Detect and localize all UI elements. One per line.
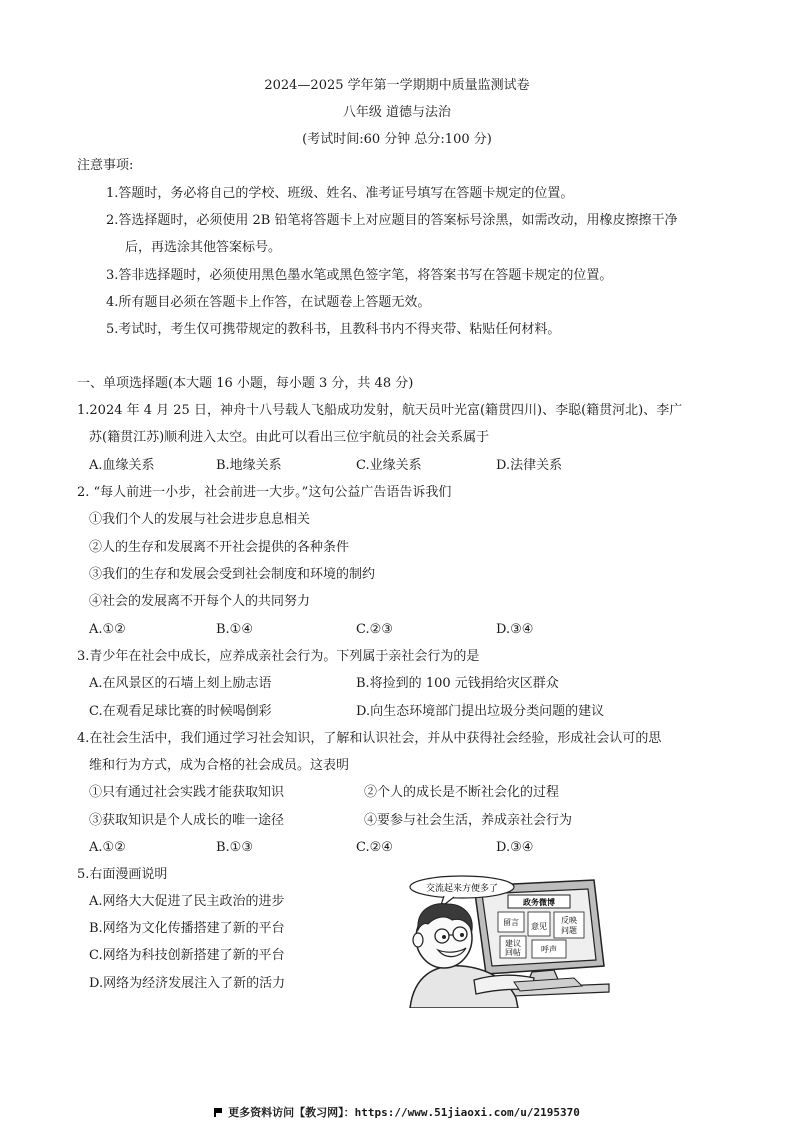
notice-item: 4.所有题目必须在答题卡上作答，在试题卷上答题无效。 [106, 295, 431, 310]
notice-item: 5.考试时，考生仅可携带规定的教科书，且教科书内不得夹带、粘贴任何材料。 [106, 322, 561, 337]
exam-subtitle: 八年级 道德与法治 [342, 105, 452, 120]
q2-option-c: C.②③ [356, 622, 393, 637]
q5-option-d: D.网络为经济发展注入了新的活力 [89, 976, 286, 991]
q2-option-d: D.③④ [496, 622, 534, 637]
q2-option-b: B.①④ [216, 622, 253, 637]
footer-text[interactable]: 更多资料访问【教习网】：https://www.51jiaoxi.com/u/2195370 [228, 1106, 580, 1119]
q4-stem-cont: 维和行为方式，成为合格的社会成员。这表明 [89, 758, 350, 773]
cartoon-tag: 留言 [503, 918, 519, 927]
cartoon-tag: 回帖 [505, 948, 521, 957]
q1-option-c: C.业缘关系 [356, 458, 422, 473]
q4-option-d: D.③④ [496, 840, 534, 855]
cartoon-speech-bubble: 交流起来方便多了 [425, 884, 499, 894]
q2-stem: 2. “每人前进一小步，社会前进一大步。”这句公益广告语告诉我们 [77, 485, 452, 500]
q3-option-a: A.在风景区的石墙上刻上励志语 [89, 676, 272, 691]
q5-option-c: C.网络为科技创新搭建了新的平台 [89, 948, 285, 963]
section-heading: 一、单项选择题(本大题 16 小题，每小题 3 分，共 48 分) [77, 376, 414, 391]
q4-option-a: A.①② [89, 840, 126, 855]
q5-option-b: B.网络为文化传播搭建了新的平台 [89, 921, 285, 936]
cartoon-illustration [404, 874, 616, 1008]
q2-statement: ③我们的生存和发展会受到社会制度和环境的制约 [89, 567, 376, 582]
q2-statement: ②人的生存和发展离不开社会提供的各种条件 [89, 540, 350, 555]
q4-statement: ④要参与社会生活，养成亲社会行为 [364, 813, 573, 828]
q4-statement: ②个人的成长是不断社会化的过程 [364, 785, 560, 800]
cartoon-tag: 反映 [561, 916, 577, 925]
q1-option-a: A.血缘关系 [89, 458, 155, 473]
exam-title: 2024—2025 学年第一学期期中质量监测试卷 [264, 78, 530, 93]
q5-option-a: A.网络大大促进了民主政治的进步 [89, 894, 285, 909]
q1-stem-cont: 苏(籍贯江苏)顺利进入太空。由此可以看出三位宇航员的社会关系属于 [89, 430, 490, 445]
q3-stem: 3.青少年在社会中成长，应养成亲社会行为。下列属于亲社会行为的是 [77, 649, 480, 664]
q4-statement: ①只有通过社会实践才能获取知识 [89, 785, 285, 800]
q3-option-c: C.在观看足球比赛的时候喝倒彩 [89, 704, 272, 719]
q2-option-a: A.①② [89, 622, 126, 637]
q5-stem: 5.右面漫画说明 [77, 867, 168, 882]
notice-heading: 注意事项: [77, 158, 134, 173]
cartoon-tag: 问题 [561, 926, 577, 935]
q3-option-d: D.向生态环境部门提出垃圾分类问题的建议 [356, 704, 605, 719]
q1-option-b: B.地缘关系 [216, 458, 282, 473]
cartoon-tag: 建议 [505, 939, 521, 948]
cartoon-tag: 意见 [531, 922, 547, 931]
q2-statement: ④社会的发展离不开每个人的共同努力 [89, 594, 311, 609]
q4-statement: ③获取知识是个人成长的唯一途径 [89, 813, 285, 828]
q2-statement: ①我们个人的发展与社会进步息息相关 [89, 512, 311, 527]
cartoon-tag: 呼声 [541, 945, 557, 954]
q4-option-c: C.②④ [356, 840, 393, 855]
q4-stem: 4.在社会生活中，我们通过学习社会知识，了解和认识社会，并从中获得社会经验，形成社会认可的思 [77, 731, 662, 746]
q3-option-b: B.将捡到的 100 元钱捐给灾区群众 [356, 676, 559, 691]
q1-stem: 1.2024 年 4 月 25 日，神舟十八号载人飞船成功发射，航天员叶光富(籍贯四川)、李聪(籍贯河北)、李广 [77, 403, 683, 418]
flag-icon [214, 1108, 224, 1117]
footer-link[interactable] [0, 1104, 794, 1120]
notice-item: 2.答选择题时，必须使用 2B 铅笔将答题卡上对应题目的答案标号涂黑，如需改动，用橡皮擦擦干净 [106, 213, 678, 228]
exam-info: (考试时间:60 分钟 总分:100 分) [302, 132, 492, 147]
notice-item: 3.答非选择题时，必须使用黑色墨水笔或黑色签字笔，将答案书写在答题卡规定的位置。 [106, 268, 613, 283]
q4-option-b: B.①③ [216, 840, 253, 855]
cartoon-screen-title: 政务微博 [523, 898, 555, 907]
q1-option-d: D.法律关系 [496, 458, 563, 473]
notice-item: 1.答题时，务必将自己的学校、班级、姓名、准考证号填写在答题卡规定的位置。 [106, 186, 574, 201]
notice-item: 后，再选涂其他答案标号。 [125, 240, 282, 255]
